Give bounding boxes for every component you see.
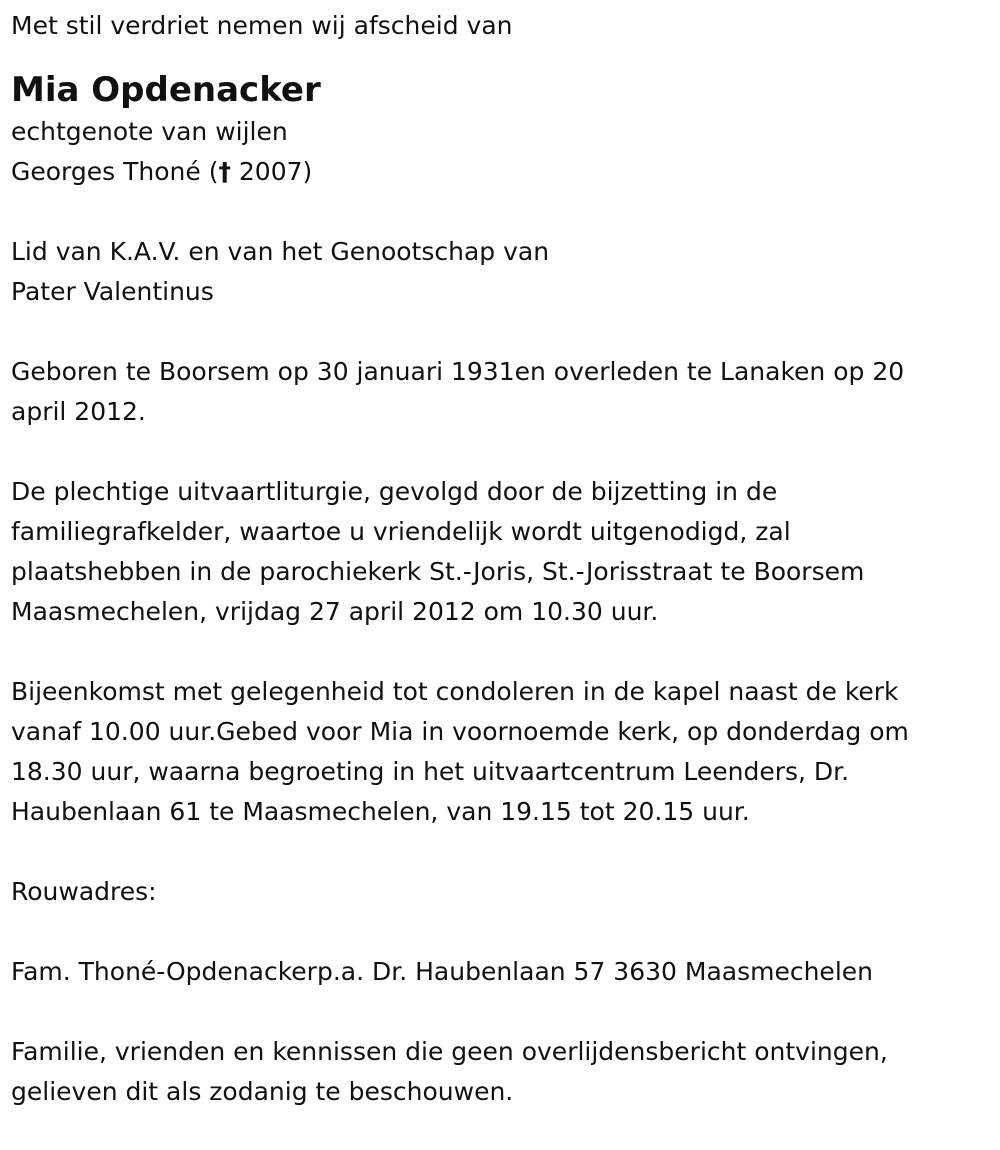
spouse-block: [11, 112, 990, 192]
gathering-line-4: Haubenlaan 61 te Maasmechelen, van 19.15 tot 20.15 uur.: [11, 797, 750, 826]
gathering-line-3: 18.30 uur, waarna begroeting in het uitvaartcentrum Leenders, Dr.: [11, 757, 850, 786]
intro-text: Met stil verdriet nemen wij afscheid van: [11, 11, 513, 40]
spacer: [11, 192, 990, 232]
spouse-line-2: [11, 152, 990, 192]
address-label: Rouwadres:: [11, 877, 157, 906]
closing-block: [11, 1032, 990, 1112]
funeral-line-3: plaatshebben in de parochiekerk St.-Joris, St.-Jorisstraat te Boorsem: [11, 557, 865, 586]
funeral-line-4: Maasmechelen, vrijdag 27 april 2012 om 10.30 uur.: [11, 597, 659, 626]
gathering-block: [11, 672, 990, 832]
spacer: [11, 992, 990, 1032]
birth-death-block: [11, 352, 990, 432]
mourning-address: Fam. Thoné-Opdenackerp.a. Dr. Haubenlaan 57 3630 Maasmechelen: [11, 957, 873, 986]
gathering-line-1: Bijeenkomst met gelegenheid tot condoleren in de kapel naast de kerk: [11, 677, 899, 706]
spacer: [11, 632, 990, 672]
membership-line-2: Pater Valentinus: [11, 277, 214, 306]
funeral-line-2: familiegrafkelder, waartoe u vriendelijk wordt uitgenodigd, zal: [11, 517, 791, 546]
funeral-block: [11, 472, 990, 632]
gathering-line-2: vanaf 10.00 uur.Gebed voor Mia in voornoemde kerk, op donderdag om: [11, 717, 909, 746]
spouse-name: Georges Thoné (: [11, 157, 219, 186]
spouse-line-1: echtgenote van wijlen: [11, 117, 288, 146]
cross-icon: †: [218, 157, 231, 186]
spacer: [11, 432, 990, 472]
membership-block: [11, 232, 990, 312]
membership-line-1: Lid van K.A.V. en van het Genootschap van: [11, 237, 550, 266]
birth-line-1: Geboren te Boorsem op 30 januari 1931en overleden te Lanaken op 20: [11, 357, 905, 386]
spacer: [11, 312, 990, 352]
spouse-death-year: 2007): [230, 157, 313, 186]
birth-line-2: april 2012.: [11, 397, 146, 426]
funeral-line-1: De plechtige uitvaartliturgie, gevolgd door de bijzetting in de: [11, 477, 778, 506]
spacer: [11, 832, 990, 872]
deceased-name: Mia Opdenacker: [11, 70, 321, 110]
closing-line-2: gelieven dit als zodanig te beschouwen.: [11, 1077, 514, 1106]
closing-line-1: Familie, vrienden en kennissen die geen overlijdensbericht ontvingen,: [11, 1037, 888, 1066]
spacer: [11, 912, 990, 952]
